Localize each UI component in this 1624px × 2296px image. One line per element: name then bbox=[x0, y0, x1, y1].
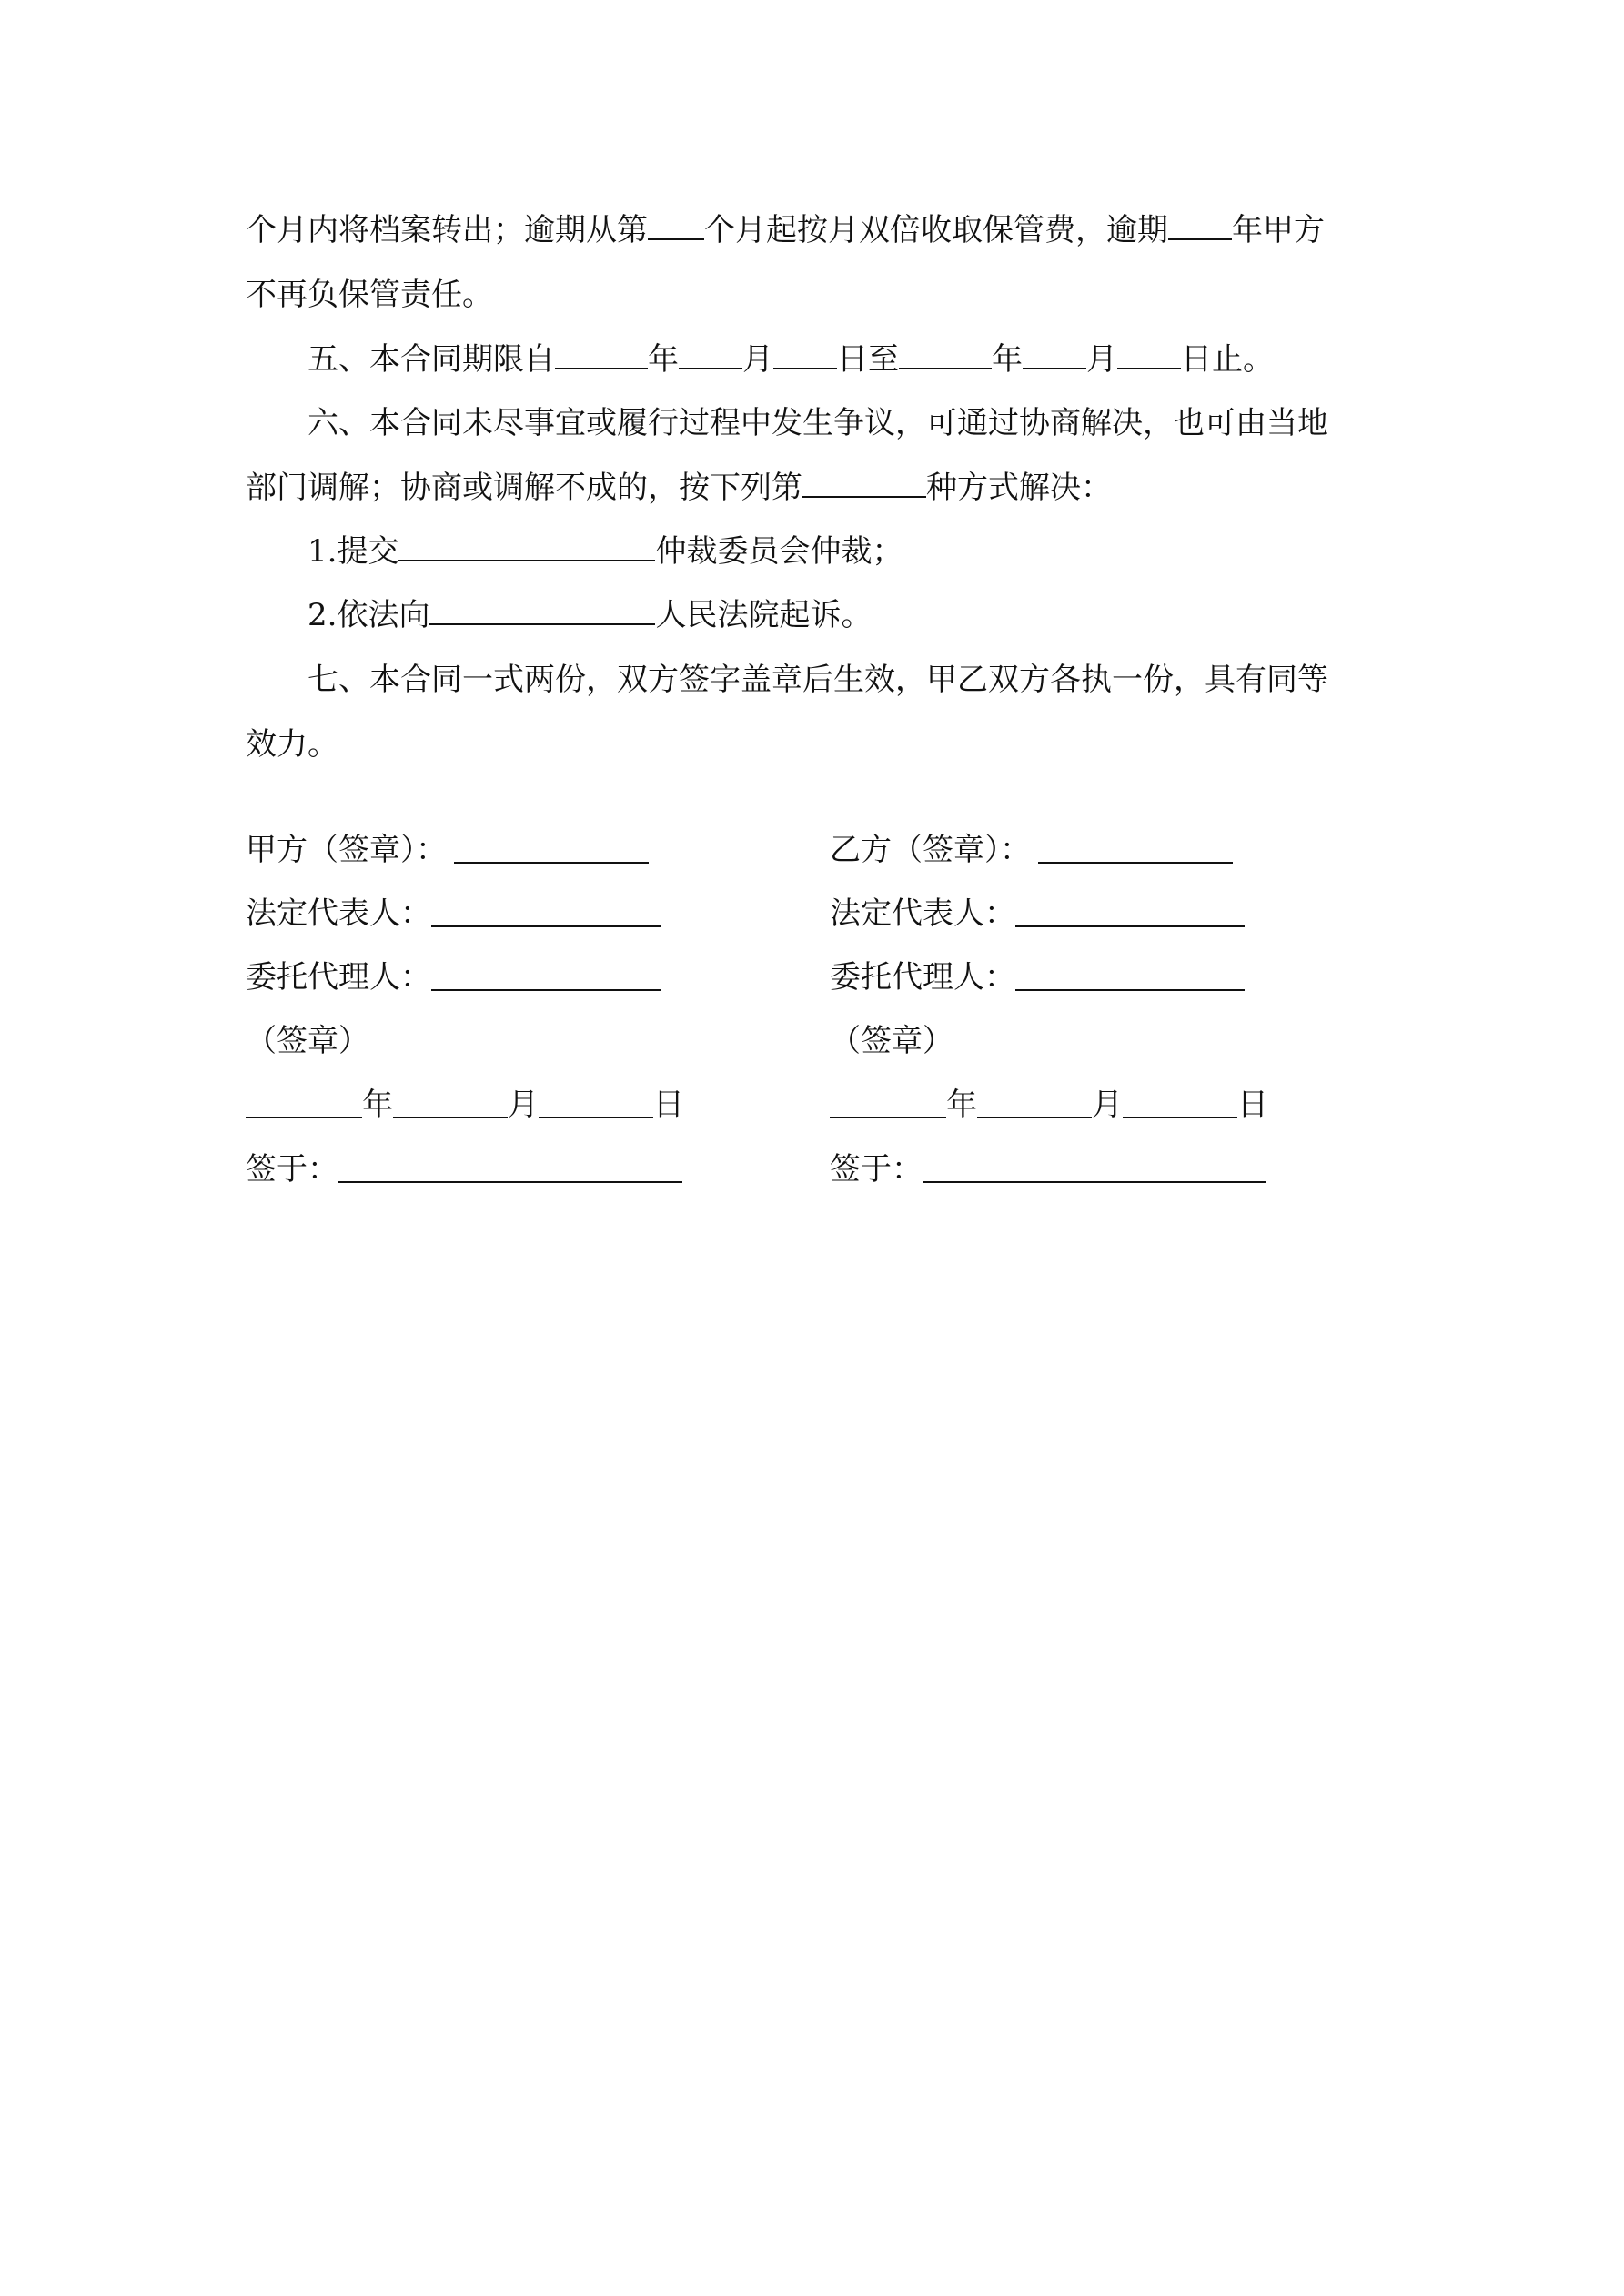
start-year-label: 年 bbox=[648, 341, 679, 378]
party-b-day-label: 日 bbox=[1237, 1087, 1268, 1123]
party-b-sign-seal: （签章） bbox=[830, 1023, 953, 1059]
end-year-field[interactable] bbox=[899, 340, 992, 369]
party-b-day-field[interactable] bbox=[1123, 1089, 1237, 1118]
end-day-label: 日止。 bbox=[1181, 341, 1274, 378]
party-a-signed-at-field[interactable] bbox=[338, 1154, 682, 1183]
clause4-line2: 不再负保管责任。 bbox=[246, 277, 493, 313]
party-b-month-field[interactable] bbox=[977, 1089, 1092, 1118]
clause6-line1: 六、本合同未尽事宜或履行过程中发生争议，可通过协商解决，也可由当地 bbox=[308, 405, 1328, 441]
party-a-day-label: 日 bbox=[653, 1087, 684, 1123]
arbitration-committee-field[interactable] bbox=[398, 532, 655, 561]
party-a-signed-at-line bbox=[246, 1149, 682, 1189]
party-a-seal-line bbox=[246, 830, 649, 870]
party-a-year-field[interactable] bbox=[246, 1089, 362, 1118]
clause7-line1: 七、本合同一式两份，双方签字盖章后生效，甲乙双方各执一份，具有同等 bbox=[308, 662, 1328, 698]
party-b-signed-at-label: 签于： bbox=[830, 1151, 923, 1188]
start-month-field[interactable] bbox=[679, 340, 742, 369]
party-b-seal-field[interactable] bbox=[1038, 834, 1233, 864]
clause6-option2 bbox=[308, 595, 872, 635]
party-b-year-field[interactable] bbox=[830, 1089, 946, 1118]
party-a-sign-seal: （签章） bbox=[246, 1023, 369, 1059]
start-month-label: 月 bbox=[742, 341, 773, 378]
party-a-signed-at-label: 签于： bbox=[246, 1151, 338, 1188]
start-day-field[interactable] bbox=[773, 340, 837, 369]
court-name-field[interactable] bbox=[429, 596, 655, 625]
clause4-text-c: 年甲方 bbox=[1232, 212, 1325, 248]
party-a-agent-label: 委托代理人： bbox=[246, 959, 431, 996]
clause7-line2: 效力。 bbox=[246, 726, 338, 763]
start-year-field[interactable] bbox=[555, 340, 648, 369]
party-a-legal-rep-field[interactable] bbox=[431, 898, 661, 927]
clause4-text-a: 个月内将档案转出；逾期从第 bbox=[246, 212, 648, 248]
party-a-month-field[interactable] bbox=[393, 1089, 508, 1118]
clause5-term-line bbox=[308, 339, 1274, 379]
party-b-month-label: 月 bbox=[1092, 1087, 1123, 1123]
overdue-years-field[interactable] bbox=[1168, 211, 1232, 240]
end-day-field[interactable] bbox=[1117, 340, 1181, 369]
party-b-date-line bbox=[830, 1085, 1268, 1125]
party-b-signed-at-field[interactable] bbox=[923, 1154, 1266, 1183]
party-a-legal-rep-line bbox=[246, 894, 661, 934]
party-a-date-line bbox=[246, 1085, 684, 1125]
party-a-day-field[interactable] bbox=[539, 1089, 653, 1118]
option1-text-a: 1.提交 bbox=[308, 533, 399, 570]
party-b-signed-at-line bbox=[830, 1149, 1266, 1189]
clause6-text-a: 部门调解；协商或调解不成的，按下列第 bbox=[246, 470, 802, 506]
party-a-agent-line bbox=[246, 957, 661, 997]
party-b-seal-label: 乙方（签章）： bbox=[830, 832, 1031, 868]
party-b-legal-rep-line bbox=[830, 894, 1245, 934]
clause5-intro: 五、本合同期限自 bbox=[308, 341, 555, 378]
party-b-legal-rep-field[interactable] bbox=[1015, 898, 1245, 927]
option2-text-a: 2.依法向 bbox=[308, 597, 430, 633]
end-month-field[interactable] bbox=[1023, 340, 1086, 369]
dispute-method-field[interactable] bbox=[802, 469, 926, 498]
option1-text-b: 仲裁委员会仲裁； bbox=[655, 533, 903, 570]
party-a-seal-label: 甲方（签章）： bbox=[246, 832, 447, 868]
option2-text-b: 人民法院起诉。 bbox=[655, 597, 873, 633]
party-a-year-label: 年 bbox=[362, 1087, 393, 1123]
party-a-month-label: 月 bbox=[508, 1087, 539, 1123]
party-b-agent-label: 委托代理人： bbox=[830, 959, 1015, 996]
clause6-option1 bbox=[308, 531, 903, 571]
clause6-line2 bbox=[246, 468, 1112, 508]
party-b-agent-field[interactable] bbox=[1015, 962, 1245, 991]
party-b-legal-rep-label: 法定代表人： bbox=[830, 895, 1015, 932]
overdue-start-month-field[interactable] bbox=[648, 211, 704, 240]
clause4-line1 bbox=[246, 210, 1325, 250]
end-month-label: 月 bbox=[1086, 341, 1117, 378]
party-b-agent-line bbox=[830, 957, 1245, 997]
party-b-seal-line bbox=[830, 830, 1233, 870]
party-a-legal-rep-label: 法定代表人： bbox=[246, 895, 431, 932]
end-year-label: 年 bbox=[992, 341, 1023, 378]
clause4-text-b: 个月起按月双倍收取保管费，逾期 bbox=[704, 212, 1168, 248]
clause6-text-b: 种方式解决： bbox=[926, 470, 1112, 506]
start-day-label: 日至 bbox=[837, 341, 899, 378]
party-a-agent-field[interactable] bbox=[431, 962, 661, 991]
party-a-seal-field[interactable] bbox=[454, 834, 649, 864]
party-b-year-label: 年 bbox=[946, 1087, 977, 1123]
